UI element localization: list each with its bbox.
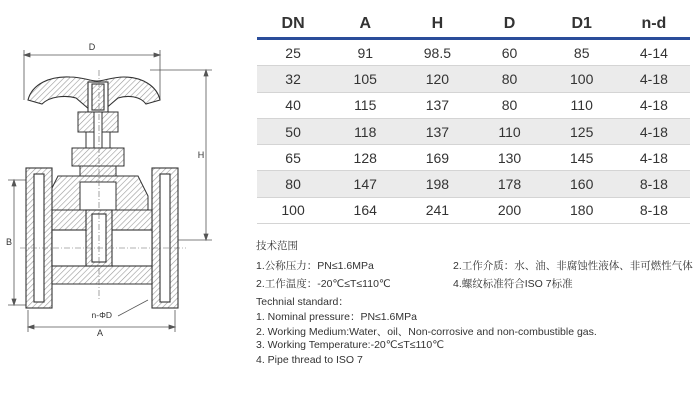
- table-row: [257, 118, 690, 144]
- table-header-row: [257, 10, 690, 39]
- table-cell: 80: [473, 66, 545, 92]
- table-row: [257, 39, 690, 66]
- table-cell: 147: [329, 171, 401, 197]
- table-cell: 130: [473, 145, 545, 171]
- table-cell: 98.5: [401, 39, 473, 66]
- table-cell: 164: [329, 197, 401, 223]
- dim-label-h: H: [197, 150, 205, 160]
- en-item-1: 1. Nominal pressure：PN≤1.6MPa: [256, 311, 417, 323]
- cn-item-4: 4.螺纹标准符合ISO 7标准: [453, 278, 573, 290]
- table-cell: 125: [546, 118, 618, 144]
- table-cell: 4-18: [618, 66, 690, 92]
- table-row: [257, 197, 690, 223]
- table-cell: 91: [329, 39, 401, 66]
- cn-title: 技术范围: [256, 240, 298, 252]
- header-n-d: n-d: [618, 10, 690, 39]
- table-cell: 60: [473, 39, 545, 66]
- table-cell: 4-18: [618, 92, 690, 118]
- table-row: [257, 145, 690, 171]
- table-cell: 4-14: [618, 39, 690, 66]
- table-cell: 100: [546, 66, 618, 92]
- cn-item-1: 1.公称压力：PN≤1.6MPa: [256, 260, 374, 272]
- table-cell: 85: [546, 39, 618, 66]
- cn-item-3: 2.工作温度：-20℃≤T≤110℃: [256, 278, 391, 290]
- table-cell: 80: [257, 171, 329, 197]
- table-cell: 137: [401, 118, 473, 144]
- table-cell: 180: [546, 197, 618, 223]
- table-cell: 145: [546, 145, 618, 171]
- table-cell: 110: [546, 92, 618, 118]
- table-cell: 4-18: [618, 118, 690, 144]
- header-d: D: [473, 10, 545, 39]
- valve-drawing: [0, 0, 245, 400]
- table-cell: 198: [401, 171, 473, 197]
- table-cell: 115: [329, 92, 401, 118]
- table-cell: 80: [473, 92, 545, 118]
- handwheel: [28, 77, 160, 112]
- table-row: [257, 171, 690, 197]
- bonnet: [48, 112, 148, 212]
- dim-label-n-phi-d: n-ΦD: [91, 310, 112, 320]
- table-cell: 65: [257, 145, 329, 171]
- table-cell: 128: [329, 145, 401, 171]
- table-cell: 32: [257, 66, 329, 92]
- table-cell: 200: [473, 197, 545, 223]
- table-row: [257, 66, 690, 92]
- table-cell: 8-18: [618, 197, 690, 223]
- spec-table: [257, 10, 690, 224]
- table-cell: 4-18: [618, 145, 690, 171]
- table-cell: 160: [546, 171, 618, 197]
- table-cell: 50: [257, 118, 329, 144]
- table-cell: 8-18: [618, 171, 690, 197]
- dim-label-d: D: [88, 42, 96, 52]
- table-cell: 105: [329, 66, 401, 92]
- header-dn: DN: [257, 10, 329, 39]
- table-cell: 137: [401, 92, 473, 118]
- table-cell: 100: [257, 197, 329, 223]
- dim-label-b: B: [5, 237, 13, 247]
- dim-label-a: A: [96, 328, 104, 338]
- cn-item-2: 2.工作介质：水、油、非腐蚀性液体、非可燃性气体: [453, 260, 693, 272]
- en-item-4: 4. Pipe thread to ISO 7: [256, 354, 363, 366]
- table-cell: 110: [473, 118, 545, 144]
- header-h: H: [401, 10, 473, 39]
- header-a: A: [329, 10, 401, 39]
- table-cell: 40: [257, 92, 329, 118]
- en-title: Technial standard：: [256, 296, 349, 308]
- table-cell: 178: [473, 171, 545, 197]
- table-cell: 118: [329, 118, 401, 144]
- en-item-2: 2. Working Medium:Water、oil、Non-corrosive and non-combustible gas.: [256, 326, 597, 338]
- en-item-3: 3. Working Temperature:-20℃≤T≤110℃: [256, 339, 445, 351]
- table-cell: 169: [401, 145, 473, 171]
- table-cell: 120: [401, 66, 473, 92]
- table-cell: 241: [401, 197, 473, 223]
- header-d1: D1: [546, 10, 618, 39]
- table-row: [257, 92, 690, 118]
- table-cell: 25: [257, 39, 329, 66]
- leader-n-phi-d: [118, 300, 148, 316]
